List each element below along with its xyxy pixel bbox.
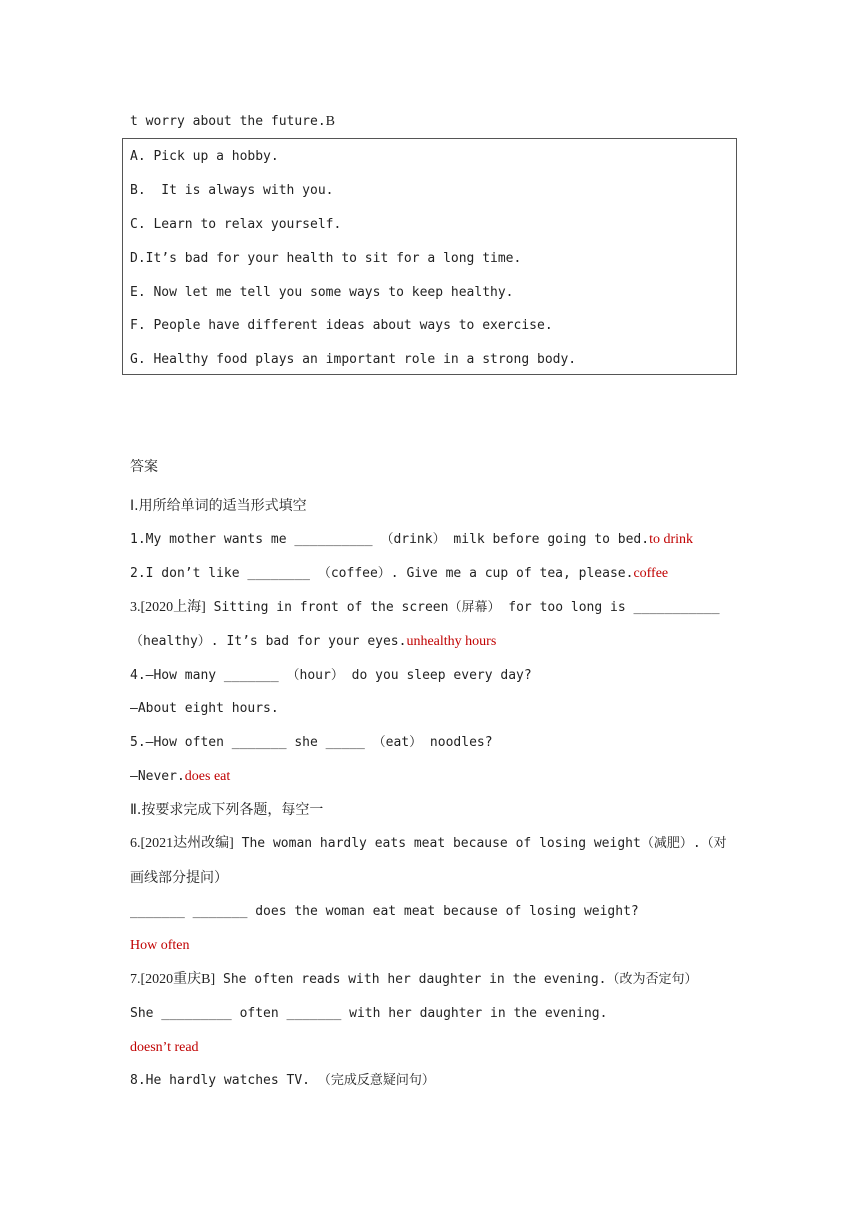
question-8: 8.He hardly watches TV. （完成反意疑问句） <box>130 1073 435 1088</box>
question-7 <box>130 971 698 989</box>
option-f: F. People have different ideas about ways to exercise. <box>130 318 553 333</box>
q6-text: The woman hardly eats meat because of losing weight（减肥）.（对 <box>233 836 727 851</box>
question-5: 5.—How often _______ she _____ （eat） noodles? <box>130 735 493 750</box>
q7-prefix: 7.[2020重庆B] <box>130 972 216 987</box>
q7-text: She often reads with her daughter in the evening.（改为否定句） <box>215 972 698 987</box>
option-b: B. It is always with you. <box>130 183 334 198</box>
top-line <box>130 113 335 131</box>
options-box <box>122 138 737 375</box>
section2-title: Ⅱ.按要求完成下列各题，每空一 <box>130 802 324 818</box>
q1-text: 1.My mother wants me __________ （drink） milk before going to bed. <box>130 532 650 547</box>
q5-text2: —Never. <box>130 769 185 784</box>
q3-answer: unhealthy hours <box>406 634 497 649</box>
question-4-answer-line: —About eight hours. <box>130 701 279 716</box>
question-6-blank: _______ _______ does the woman eat meat because of losing weight? <box>130 904 639 919</box>
q3-prefix: 3.[2020上海] <box>130 600 206 615</box>
q1-answer: to drink <box>649 532 694 547</box>
q6-answer: How often <box>130 938 190 953</box>
q6-prefix: 6.[2021达州改编] <box>130 836 234 851</box>
q3-text2: （healthy）. It’s bad for your eyes. <box>130 634 407 649</box>
top-line-answer: B <box>325 114 336 129</box>
question-6 <box>130 835 727 853</box>
top-line-text: t worry about the future. <box>130 114 326 129</box>
option-a: A. Pick up a hobby. <box>130 149 279 164</box>
answers-title: 答案 <box>130 459 158 475</box>
question-6-cont: 画线部分提问） <box>130 870 228 886</box>
question-2 <box>130 565 668 583</box>
question-7-blank: She _________ often _______ with her daughter in the evening. <box>130 1006 608 1021</box>
q7-answer: doesn’t read <box>130 1040 199 1055</box>
q3-text: Sitting in front of the screen（屏幕） for too long is ___________ <box>205 600 720 615</box>
question-3 <box>130 599 720 617</box>
q2-text: 2.I don’t like ________ （coffee）. Give me a cup of tea, please. <box>130 566 634 581</box>
q5-answer: does eat <box>184 769 231 784</box>
option-d: D.It’s bad for your health to sit for a long time. <box>130 251 522 266</box>
question-1 <box>130 531 693 549</box>
q2-answer: coffee <box>633 566 669 581</box>
option-e: E. Now let me tell you some ways to keep healthy. <box>130 285 514 300</box>
section1-title: Ⅰ.用所给单词的适当形式填空 <box>130 498 307 514</box>
question-5-cont <box>130 768 230 786</box>
option-g: G. Healthy food plays an important role in a strong body. <box>130 352 577 367</box>
option-c: C. Learn to relax yourself. <box>130 217 342 232</box>
question-3-cont <box>130 633 496 651</box>
question-4: 4.—How many _______ （hour） do you sleep every day? <box>130 668 532 683</box>
